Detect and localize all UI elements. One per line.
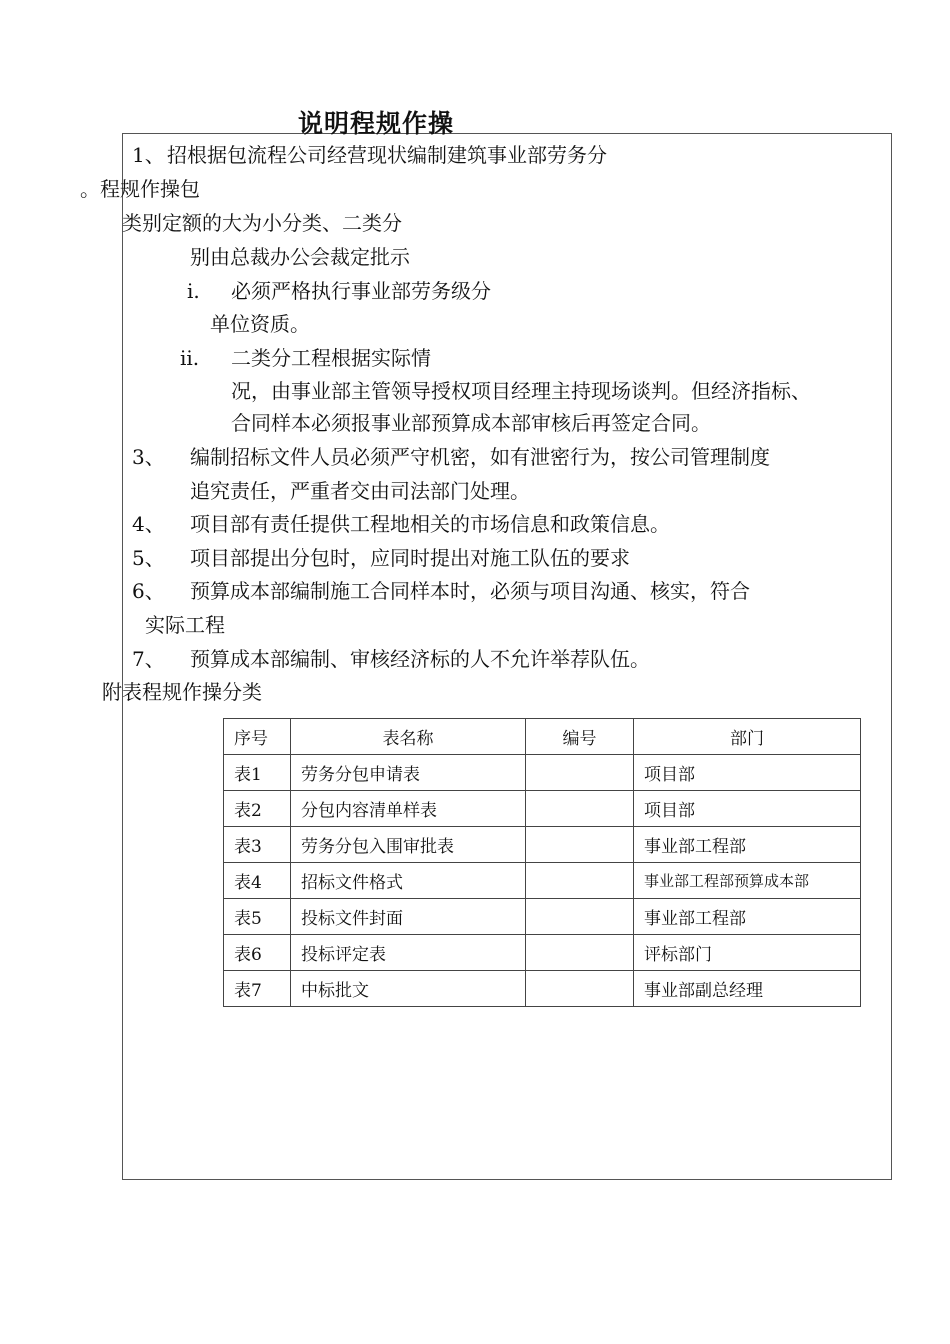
header-dept: 部门 [634, 719, 861, 755]
cell-code [526, 863, 634, 899]
table-header-row [224, 719, 861, 755]
table-row [224, 899, 861, 935]
table-row [224, 827, 861, 863]
item-6-text: 预算成本部编制施工合同样本时，必须与项目沟通、核实，符合 [190, 579, 750, 603]
table-row [224, 755, 861, 791]
cell-no: 表2 [224, 791, 291, 827]
cell-name: 劳务分包入围审批表 [291, 827, 526, 863]
table-row [224, 791, 861, 827]
item-4-text: 项目部有责任提供工程地相关的市场信息和政策信息。 [190, 512, 670, 536]
header-no: 序号 [224, 719, 291, 755]
item-6-number: 6、 [132, 579, 165, 603]
cell-dept: 项目部 [634, 755, 861, 791]
subitem-i-continuation: 单位资质。 [210, 312, 310, 336]
cell-dept: 评标部门 [634, 935, 861, 971]
cell-dept: 事业部工程部 [634, 899, 861, 935]
table-row [224, 935, 861, 971]
cell-dept: 事业部工程部预算成本部 [634, 863, 861, 899]
item-2-text: 类别定额的大为小分类、二类分 [122, 211, 402, 235]
table-row [224, 863, 861, 899]
cell-name: 劳务分包申请表 [291, 755, 526, 791]
cell-no: 表3 [224, 827, 291, 863]
subitem-ii-text: 二类分工程根据实际情 [231, 346, 431, 370]
cell-name: 分包内容清单样表 [291, 791, 526, 827]
item-1-number: 1、 [132, 143, 165, 167]
cell-no: 表6 [224, 935, 291, 971]
cell-name: 投标文件封面 [291, 899, 526, 935]
cell-name: 招标文件格式 [291, 863, 526, 899]
table-row [224, 971, 861, 1007]
header-name: 表名称 [291, 719, 526, 755]
item-1-text: 招根据包流程公司经营现状编制建筑事业部劳务分 [167, 143, 607, 167]
subitem-i-number: i. [187, 279, 200, 303]
cell-no: 表5 [224, 899, 291, 935]
appendix-heading: 附表程规作操分类 [102, 680, 262, 704]
appendix-table [223, 718, 861, 1007]
cell-name: 投标评定表 [291, 935, 526, 971]
item-6-continuation: 实际工程 [145, 613, 225, 637]
cell-code [526, 755, 634, 791]
cell-code [526, 971, 634, 1007]
cell-code [526, 827, 634, 863]
cell-dept: 事业部工程部 [634, 827, 861, 863]
cell-code [526, 935, 634, 971]
item-3-continuation: 追究责任，严重者交由司法部门处理。 [190, 479, 530, 503]
item-1-continuation: 。程规作操包 [80, 177, 200, 201]
subitem-ii-number: ii. [180, 346, 200, 370]
item-3-text: 编制招标文件人员必须严守机密，如有泄密行为，按公司管理制度 [190, 445, 770, 469]
item-5-text: 项目部提出分包时，应同时提出对施工队伍的要求 [190, 546, 630, 570]
subitem-ii-line-3: 合同样本必须报事业部预算成本部审核后再签定合同。 [231, 411, 711, 435]
cell-code [526, 899, 634, 935]
subitem-ii-line-2: 况，由事业部主管领导授权项目经理主持现场谈判。但经济指标、 [231, 379, 811, 403]
item-5-number: 5、 [132, 546, 165, 570]
cell-no: 表1 [224, 755, 291, 791]
cell-code [526, 791, 634, 827]
cell-dept: 事业部副总经理 [634, 971, 861, 1007]
item-2-continuation: 别由总裁办公会裁定批示 [190, 245, 410, 269]
item-4-number: 4、 [132, 512, 165, 536]
cell-no: 表4 [224, 863, 291, 899]
cell-no: 表7 [224, 971, 291, 1007]
cell-name: 中标批文 [291, 971, 526, 1007]
page-title: 说明程规作操 [298, 109, 455, 138]
item-7-number: 7、 [132, 647, 165, 671]
header-code: 编号 [526, 719, 634, 755]
item-7-text: 预算成本部编制、审核经济标的人不允许举荐队伍。 [190, 647, 650, 671]
subitem-i-text: 必须严格执行事业部劳务级分 [231, 279, 491, 303]
item-3-number: 3、 [132, 445, 165, 469]
cell-dept: 项目部 [634, 791, 861, 827]
